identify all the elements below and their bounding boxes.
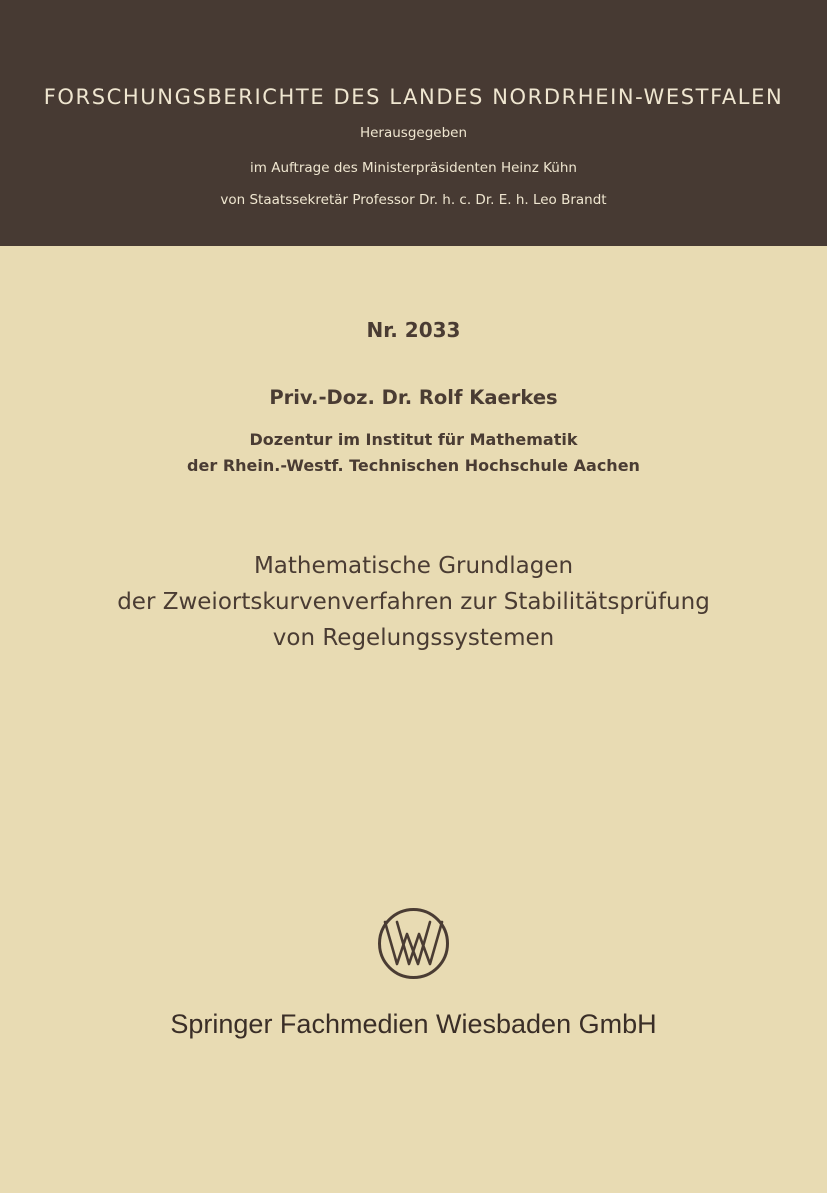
book-title-line-2: der Zweiortskurvenverfahren zur Stabilitätsprüfung	[117, 589, 710, 615]
publisher-name: Springer Fachmedien Wiesbaden GmbH	[170, 1009, 657, 1039]
institution-line-2: der Rhein.-Westf. Technischen Hochschule Aachen	[187, 456, 640, 475]
series-header-band	[0, 0, 827, 246]
series-title: FORSCHUNGSBERICHTE DES LANDES NORDRHEIN-WESTFALEN	[43, 85, 784, 109]
springer-ww-logo-icon	[376, 906, 451, 981]
report-number: Nr. 2033	[366, 318, 461, 342]
editor-line-3: von Staatssekretär Professor Dr. h. c. Dr. E. h. Leo Brandt	[220, 192, 607, 208]
book-title-line-1: Mathematische Grundlagen	[253, 553, 574, 579]
book-title-line-3: von Regelungssystemen	[272, 625, 555, 651]
institution-line-1: Dozentur im Institut für Mathematik	[249, 430, 578, 449]
editor-line-2: im Auftrage des Ministerpräsidenten Heinz Kühn	[250, 160, 577, 176]
author-name: Priv.-Doz. Dr. Rolf Kaerkes	[269, 386, 558, 409]
editor-line-1: Herausgegeben	[359, 125, 468, 141]
